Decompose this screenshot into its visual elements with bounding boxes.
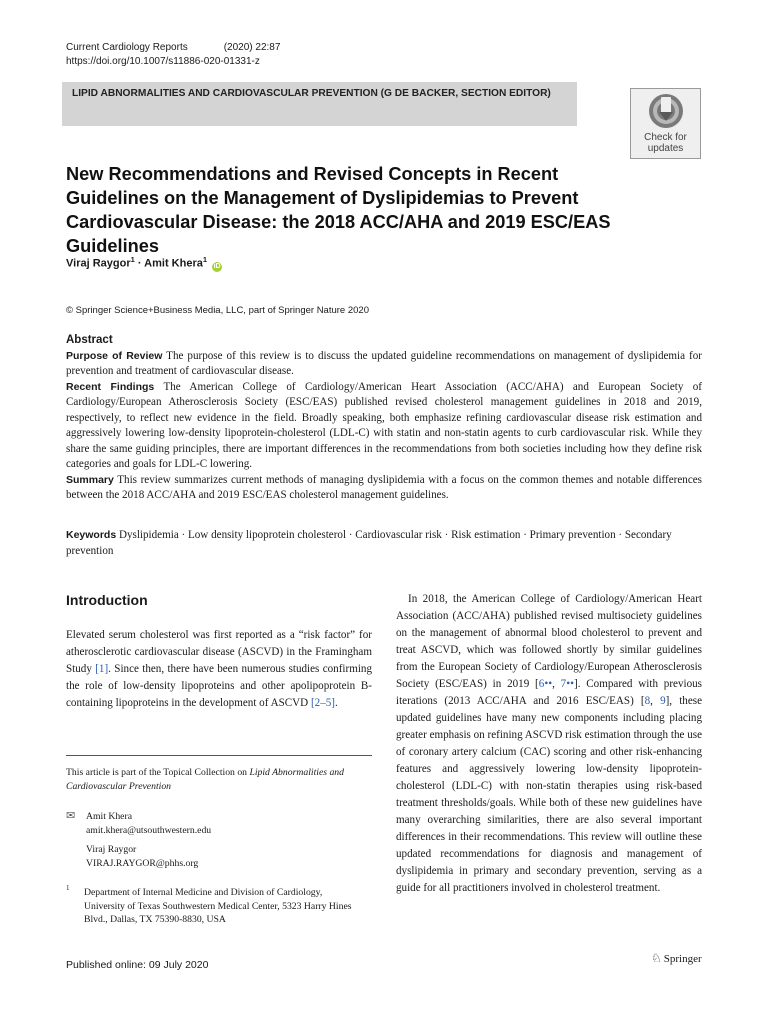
abstract-summary [66,473,702,504]
citation-link[interactable]: 9 [660,695,666,707]
author-separator: · [137,257,142,270]
findings-label: Recent Findings [66,380,155,393]
check-for-updates-line1: Check for [644,132,687,143]
check-for-updates-badge[interactable] [630,88,701,159]
purpose-text: The purpose of this review is to discuss the updated guideline recommendations on management of dyslipidemia for prevention and treatment of cardiovascular disease. [66,349,702,377]
summary-label: Summary [66,473,114,486]
intro-right-text-a: In 2018, the American College of Cardiology/American Heart Association (ACC/AHA) published revised multisociety guidelines on the management of abnormal blood cholesterol to prevent and treat ASCVD, which was followed shortly by similar guidelines from the European Society of Cardiology/European Atherosclerosis Society (ESC/EAS) in 2019 [ [396,593,702,690]
abstract-heading: Abstract [66,334,113,346]
citation-link[interactable]: 8 [644,695,651,707]
published-date: Published online: 09 July 2020 [66,959,209,971]
intro-left-text-c: . [335,697,338,709]
check-for-updates-line2: updates [647,143,684,154]
contact-email[interactable]: amit.khera@utsouthwestern.edu [86,824,212,836]
article-title: New Recommendations and Revised Concepts in Recent Guidelines on the Management of Dyslipidemias to Prevent Cardiovascular Disease: the 2018 ACC/AHA and 2019 ESC/EAS Guidelines [66,164,611,256]
affiliation-line: Department of Internal Medicine and Division of Cardiology, [84,887,323,898]
author-affil-sup: 1 [202,255,208,264]
affiliation-number: 1 [66,884,70,892]
contact-name: Viraj Raygor [86,844,137,855]
intro-right-paragraph [396,591,702,897]
topical-collection-note [66,766,372,794]
check-for-updates-icon [647,92,685,130]
intro-left-text-a: Elevated serum cholesterol was first reported as a “risk factor” for atherosclerotic cardiovascular disease (ASCVD) in the Framingham Study [66,629,372,675]
orcid-icon[interactable]: iD [213,262,221,270]
citation-link[interactable]: 6•• [538,678,553,690]
summary-text: This review summarizes current methods of managing dyslipidemia with a focus on the common themes and notable differences between the 2018 ACC/AHA and 2019 ESC/EAS cholesterol management guidelines. [66,473,702,501]
intro-left-paragraph [66,627,372,712]
affiliation [84,886,384,927]
intro-right-text-c: ]. Compared with previous iterations (2013 ACC/AHA and 2016 ESC/EAS) [ [396,678,703,707]
keywords-text: Dyslipidemia · Low density lipoprotein cholesterol · Cardiovascular risk · Risk estimation · Primary prevention · Secondary prevention [66,529,672,557]
abstract [66,333,702,504]
intro-left-text-b: . Since then, there have been numerous studies confirming the role of low-density lipoproteins and other apolipoprotein B-containing lipoproteins in the development of ASCVD [66,663,373,709]
publisher-logo [651,951,702,966]
journal-year-article: (2020) 22:87 [223,42,281,53]
author-affil-sup: 1 [130,255,135,264]
abstract-findings [66,380,702,473]
journal-header [66,41,280,69]
keywords [66,527,702,559]
affiliation-line: University of Texas Southwestern Medical Center, 5323 Harry Hines [84,900,352,912]
publisher-name: Springer [663,953,702,965]
springer-horse-icon: ♘ [651,951,662,965]
journal-name: Current Cardiology Reports [66,42,188,53]
topical-prefix: This article is part of the Topical Collection on [66,767,250,778]
contact-name: Amit Khera [86,811,133,822]
findings-text: The American College of Cardiology/American Heart Association (ACC/AHA) and European Society of Cardiology/European Atherosclerosis Society (ESC/EAS) published revised cholesterol management guidelines in 2018 and 2019, respectively, to reflect new evidence in the field. Broadly speaking, both emphasize refining cardiovascular disease risk estimation and aggressively lowering low-density lipoprotein-cholesterol (LDL-C) with statin and non-statin agents to curb cardiovascular risk. While they share the same guiding principles, there are important differences in the recommendations from both societies including how they define risk categories and goals for LDL-C lowering. [66,380,702,470]
intro-right-text-d: , [650,695,661,707]
author-list [66,252,222,272]
citation-link[interactable]: [2–5] [310,697,335,709]
doi-link[interactable]: https://doi.org/10.1007/s11886-020-01331-z [66,56,260,67]
intro-right-text-e: ], these updated guidelines have many new components including placing greater emphasis on refining ASCVD risk estimation through the use of coronary artery calcium (CAC) scoring and other risk-enhancing features and aggressively lowering low-density lipoprotein-cholesterol (LDL-C) with non-statin therapies using risk-based treatment thresholds/goals. While both of these new guidelines have many overarching similarities, there are also several important differences in their recommendations. This review will outline these updated recommendations for diagnosis and management of dyslipidemia in primary and secondary prevention, serving as a guide for all practitioners involved in cholesterol treatment. [396,695,702,894]
copyright-notice: © Springer Science+Business Media, LLC, part of Springer Nature 2020 [66,305,369,316]
intro-right-text-b: , [552,678,561,690]
citation-link[interactable]: 7•• [560,678,574,690]
section-banner: LIPID ABNORMALITIES AND CARDIOVASCULAR PREVENTION (G DE BACKER, SECTION EDITOR) [62,82,577,126]
topical-collection-name: Lipid Abnormalities and Cardiovascular Prevention [66,767,344,792]
envelope-icon: ✉ [66,810,76,822]
abstract-purpose [66,349,702,380]
contact-block [86,810,211,870]
author-name[interactable]: Viraj Raygor [66,257,131,270]
affiliation-line: Blvd., Dallas, TX 75390-8830, USA [84,914,226,925]
citation-link[interactable]: [1] [95,663,109,675]
contact-email[interactable]: VIRAJ.RAYGOR@phhs.org [86,857,199,869]
introduction-heading: Introduction [66,592,148,608]
keywords-label: Keywords [66,529,117,541]
footnote-divider [66,755,372,756]
purpose-label: Purpose of Review [66,349,163,362]
author-name[interactable]: Amit Khera [144,257,203,270]
